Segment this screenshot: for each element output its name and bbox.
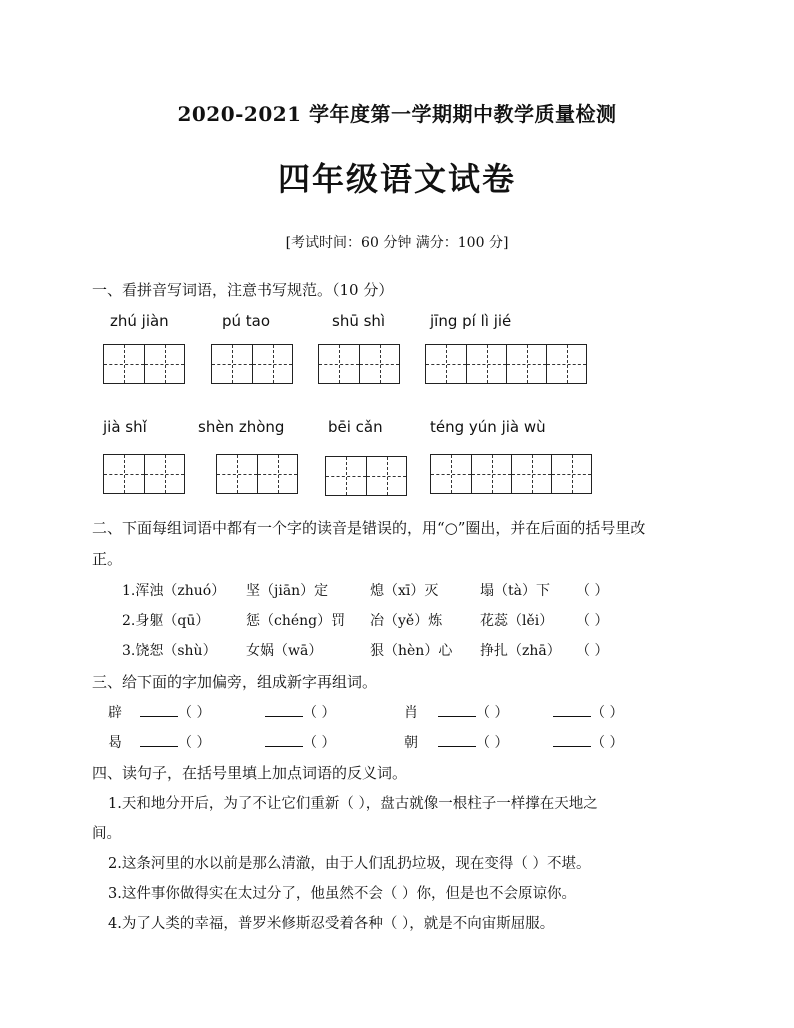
answer-paren[interactable]: （ ） [576,583,609,599]
q2-item: 坚（jiān）定 [246,583,329,599]
answer-paren[interactable]: （ ） [576,643,609,659]
writing-grid[interactable] [211,344,293,384]
answer-paren[interactable]: （ ） [303,735,336,751]
answer-paren[interactable]: （ ） [576,613,609,629]
q2-item: 2.身躯（qū） [122,613,210,629]
answer-blank[interactable] [140,745,178,747]
q2-item: 熄（xī）灭 [370,583,439,599]
pinyin: téng yún jià wù [430,418,546,436]
answer-blank[interactable] [553,715,591,717]
writing-grid[interactable] [103,454,185,494]
q4-sentence: 2.这条河里的水以前是那么清澈，由于人们乱扔垃圾，现在变得（ ）不堪。 [108,856,591,872]
q2-item: 女娲（wā） [246,643,323,659]
q2-item: 花蕊（lěi） [480,613,554,629]
q2-item: 狠（hèn）心 [370,643,453,659]
q2-item: 冶（yě）炼 [370,613,443,629]
q2-item: 挣扎（zhā） [480,643,561,659]
writing-grid[interactable] [103,344,185,384]
answer-paren[interactable]: （ ） [591,735,624,751]
q4-sentence: 3.这件事你做得实在太过分了，他虽然不会（ ）你，但是也不会原谅你。 [108,886,576,902]
q2-item: 3.饶恕（shù） [122,643,217,659]
pinyin: pú tao [222,312,271,330]
q3-char: 肖 [404,705,418,721]
writing-grid[interactable] [216,454,298,494]
q2-heading-cont: 正。 [92,550,123,568]
answer-paren[interactable]: （ ） [303,705,336,721]
q3-char: 曷 [108,735,122,751]
q3-char: 辟 [108,705,122,721]
answer-blank[interactable] [438,745,476,747]
writing-grid[interactable] [425,344,587,384]
q2-item: 1.浑浊（zhuó） [122,583,226,599]
writing-grid[interactable] [430,454,592,494]
exam-title: 2020-2021 学年度第一学期期中教学质量检测 [177,102,617,126]
pinyin: jià shǐ [103,418,147,436]
pinyin: zhú jiàn [110,312,169,330]
q4-sentence-cont: 间。 [92,826,121,842]
q1-heading: 一、看拼音写词语，注意书写规范。（10 分） [92,281,394,299]
pinyin: bēi cǎn [328,418,383,436]
q4-sentence: 1.天和地分开后，为了不让它们重新（ ），盘古就像一根柱子一样撑在天地之 [108,796,598,812]
q3-char: 朝 [404,735,418,751]
q3-heading: 三、给下面的字加偏旁，组成新字再组词。 [92,673,378,691]
answer-blank[interactable] [140,715,178,717]
q2-item: 塌（tà）下 [480,583,550,599]
writing-grid[interactable] [318,344,400,384]
answer-paren[interactable]: （ ） [476,705,509,721]
q2-item: 惩（chéng）罚 [246,613,346,629]
answer-paren[interactable]: （ ） [178,735,211,751]
q4-heading: 四、读句子，在括号里填上加点词语的反义词。 [92,764,408,782]
answer-blank[interactable] [553,745,591,747]
q2-heading: 二、下面每组词语中都有一个字的读音是错误的，用“○”圈出，并在后面的括号里改 [92,519,646,537]
answer-blank[interactable] [265,715,303,717]
exam-info: [考试时间：60 分钟 满分：100 分] [285,235,509,251]
exam-subtitle: 四年级语文试卷 [277,160,516,198]
answer-paren[interactable]: （ ） [476,735,509,751]
pinyin: jīng pí lì jié [430,312,512,330]
pinyin: shū shì [332,312,386,330]
q4-sentence: 4.为了人类的幸福，普罗米修斯忍受着各种（ ），就是不向宙斯屈服。 [108,916,555,932]
writing-grid[interactable] [325,456,407,496]
answer-blank[interactable] [265,745,303,747]
answer-paren[interactable]: （ ） [591,705,624,721]
pinyin: shèn zhòng [198,418,285,436]
answer-paren[interactable]: （ ） [178,705,211,721]
answer-blank[interactable] [438,715,476,717]
